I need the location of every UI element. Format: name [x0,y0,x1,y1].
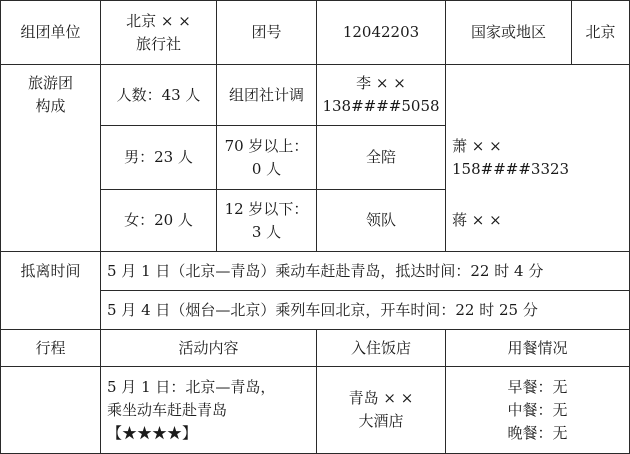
over70-count: 70 岁以上： 0 人 [224,136,309,178]
coordinator-label: 组团社计调 [228,85,304,104]
country-label: 国家或地区 [470,23,546,41]
arrival-time: 5 月 1 日（北京—青岛）乘动车赶赴青岛，抵达时间：22 时 4 分 [107,261,544,280]
under12-count: 12 岁以下： 3 人 [224,199,309,241]
leader-value: 蒋 × × [452,211,502,229]
hotel-content: 青岛 × × 大酒店 [348,389,414,430]
times-label: 抵离时间 [20,261,81,280]
male-count: 男：23 人 [124,148,193,166]
meals-content: 早餐：无 中餐：无 晚餐：无 [507,377,568,442]
group-number-value: 12042203 [342,23,420,41]
coordinator-value: 李 × × 138####5058 [322,74,440,115]
activity-header: 活动内容 [178,338,239,357]
group-number-label: 团号 [251,23,282,41]
meals-header: 用餐情况 [507,338,568,357]
unit-value: 北京 × × 旅行社 [126,11,191,53]
departure-time: 5 月 4 日（烟台—北京）乘列车回北京，开车时间：22 时 25 分 [107,300,538,319]
activity-content: 5 月 1 日：北京—青岛， 乘坐动车赶赴青岛 【★★★★】 [107,377,276,442]
hotel-header: 入住饭店 [350,338,411,357]
unit-label: 组团单位 [20,23,81,41]
guide-value: 萧 × × 158####3323 [452,136,570,178]
itinerary-label: 行程 [35,338,66,357]
female-count: 女：20 人 [124,211,193,229]
guide-label: 全陪 [365,148,396,166]
leader-label: 领队 [365,211,396,229]
country-value: 北京 [585,23,616,41]
composition-label: 旅游团 构成 [27,74,73,115]
total-count: 人数：43 人 [116,85,201,104]
